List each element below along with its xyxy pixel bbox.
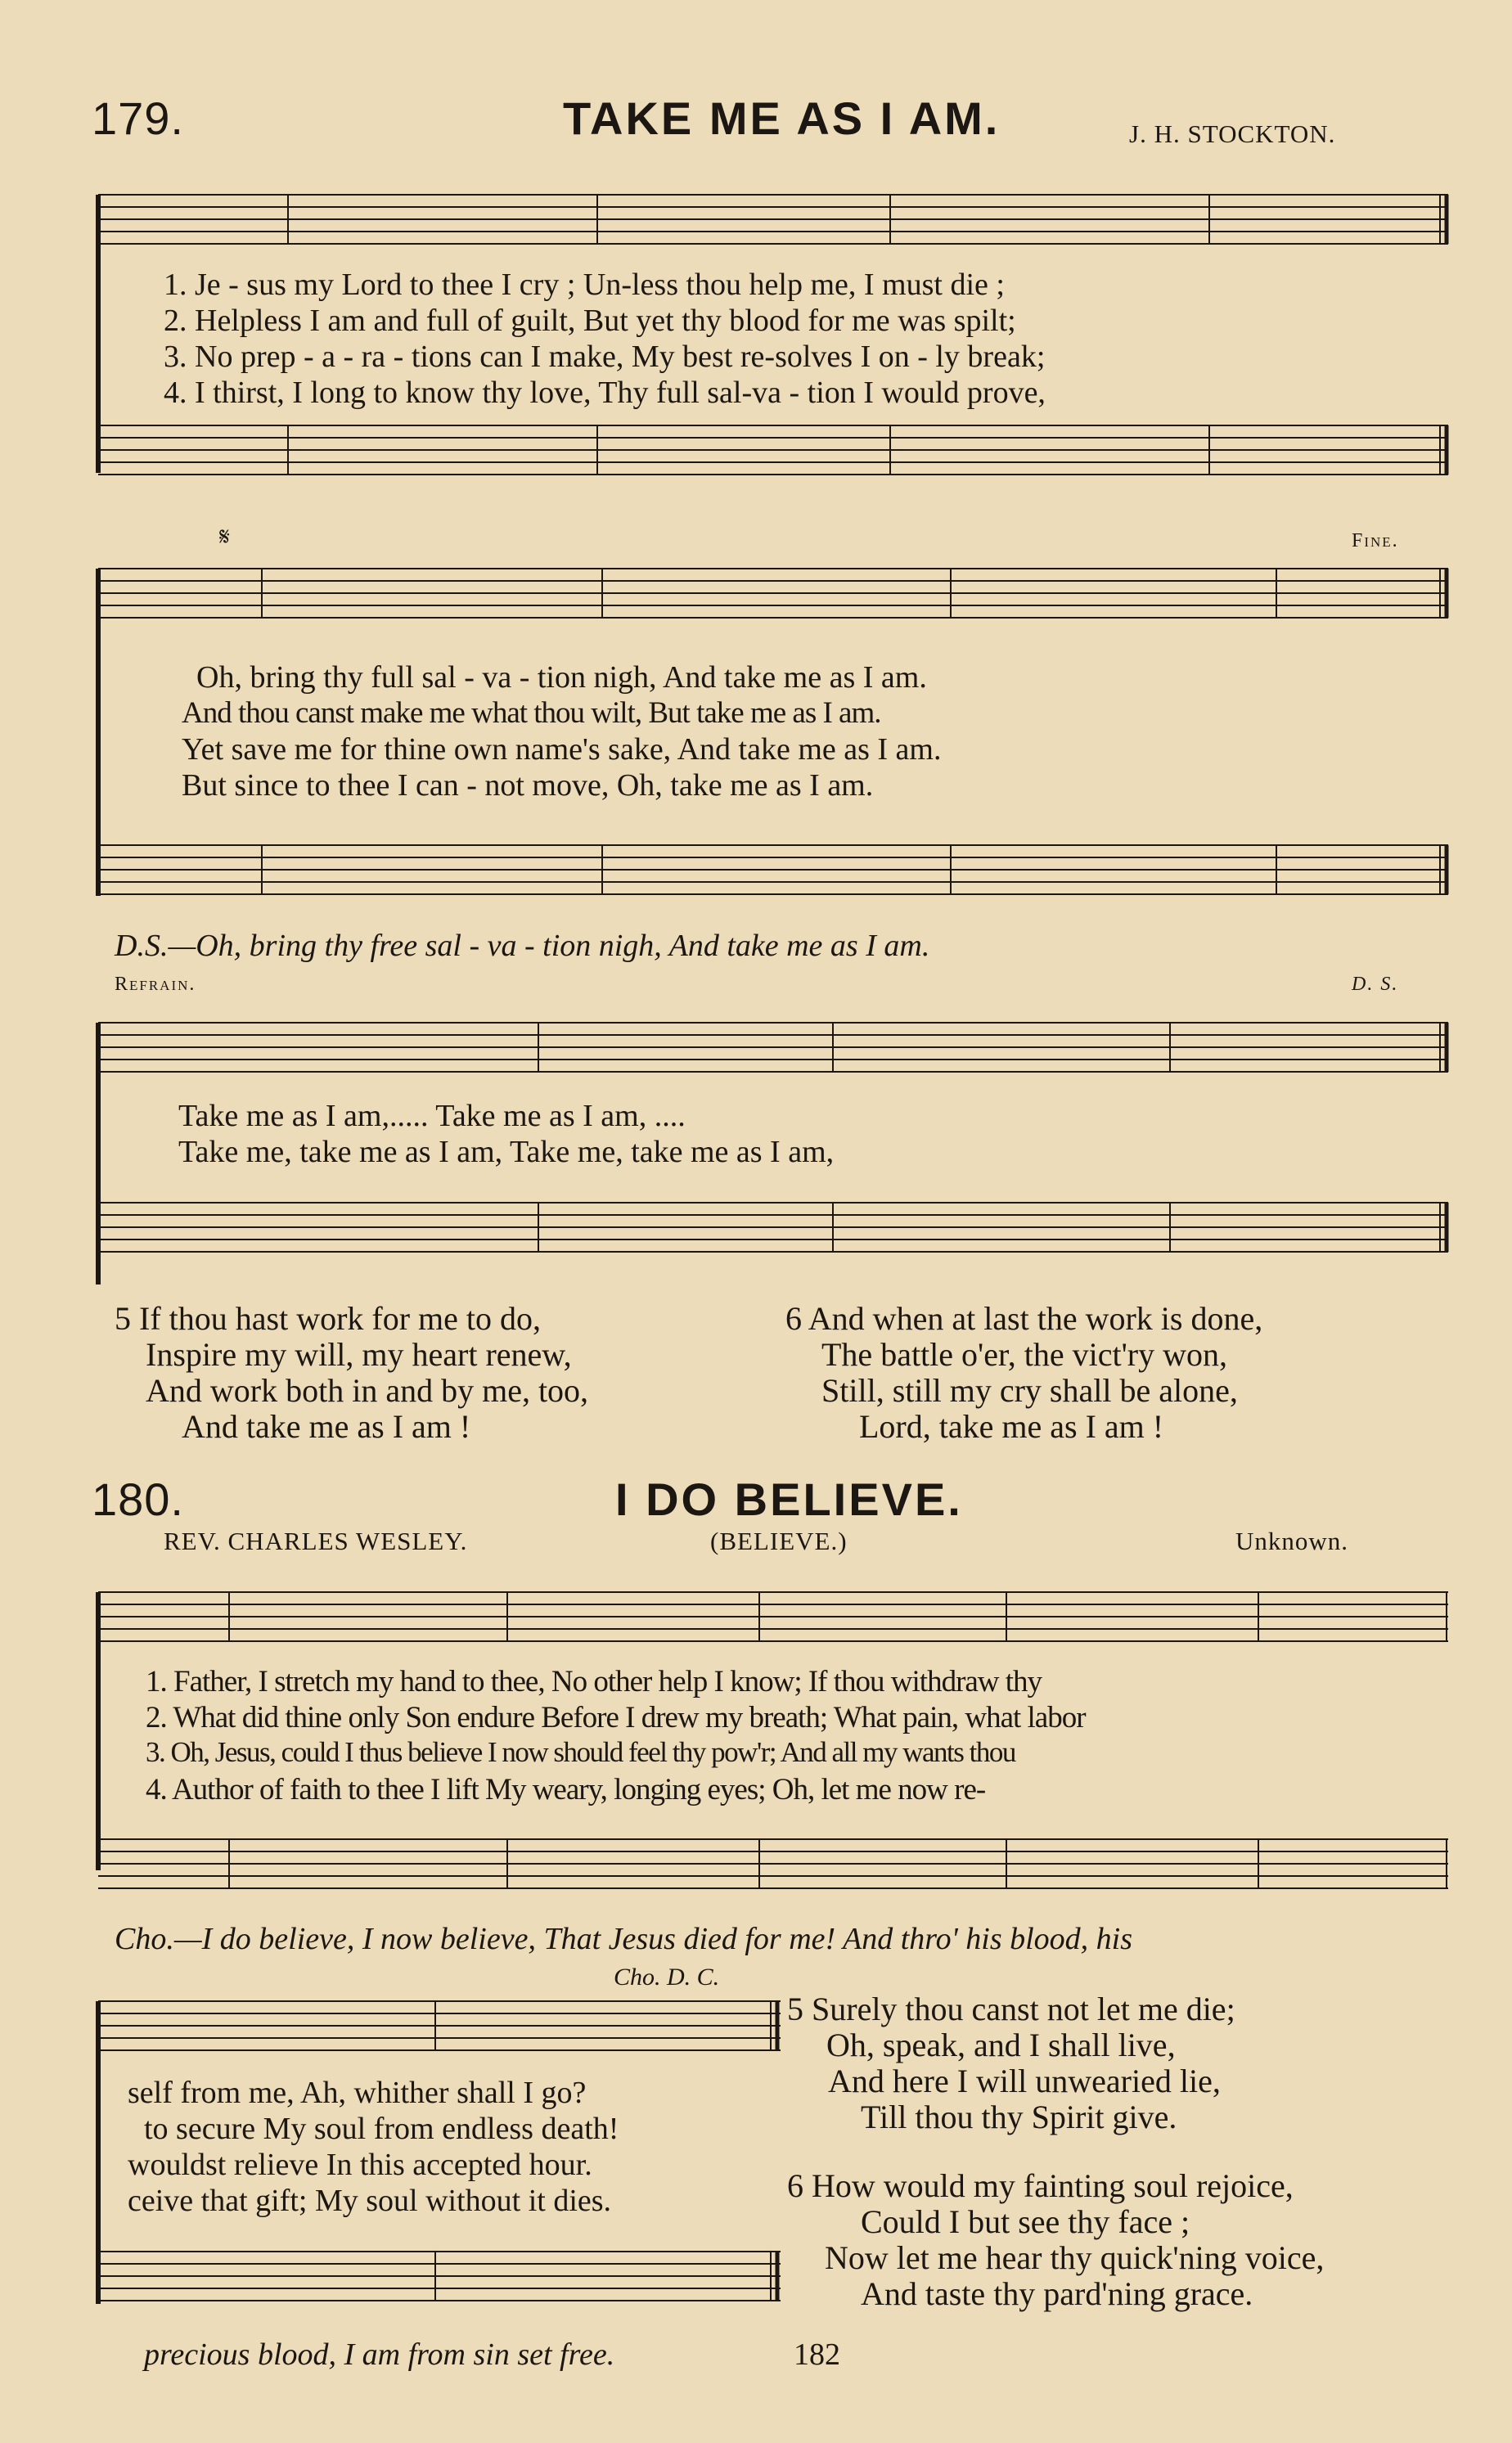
staff-179-1-bass (98, 425, 1448, 483)
stanza-line: And work both in and by me, too, (146, 1372, 589, 1409)
hymn-179-verse-3: 3. No prep - a - ra - tions can I make, My best re-solves I on - ly break; (164, 340, 1046, 374)
segno-sign: 𝄋 (219, 524, 230, 551)
stanza-line: 6 How would my fainting soul rejoice, (787, 2167, 1294, 2204)
stanza-line: Now let me hear thy quick'ning voice, (825, 2239, 1325, 2276)
hymn-180-cont-3: wouldst relieve In this accepted hour. (128, 2148, 592, 2182)
staff-179-refrain-treble (98, 1023, 1448, 1080)
ds-mark: D. S. (1352, 974, 1399, 995)
hymn-180-cont-2: to secure My soul from endless death! (144, 2112, 619, 2146)
hymn-179-number: 179. (92, 92, 184, 144)
stanza-line: Oh, speak, and I shall live, (826, 2027, 1176, 2063)
hymn-180-verse-3: 3. Oh, Jesus, could I thus believe I now should feel thy pow'r; And all my wants thou (146, 1736, 1015, 1768)
staff-180-2-treble (98, 2001, 781, 2058)
hymn-180-composer: Unknown. (1235, 1527, 1349, 1555)
stanza-line: And take me as I am ! (182, 1408, 471, 1445)
hymn-179-verse-1: 1. Je - sus my Lord to thee I cry ; Un-less thou help me, I must die ; (164, 268, 1005, 302)
stanza-line: 5 If thou hast work for me to do, (115, 1300, 542, 1337)
hymn-179-line2-4: But since to thee I can - not move, Oh, take me as I am. (182, 768, 874, 803)
hymn-180-cont-1: self from me, Ah, whither shall I go? (128, 2076, 587, 2110)
staff-180-2-bass (98, 2252, 781, 2309)
staff-179-refrain-bass (98, 1203, 1448, 1260)
cho-dc-mark: Cho. D. C. (614, 1964, 720, 1991)
hymn-180-footer-text: precious blood, I am from sin set free. (144, 2337, 615, 2372)
page-number: 182 (794, 2337, 840, 2372)
stanza-line: And taste thy pard'ning grace. (861, 2275, 1253, 2312)
stanza-line: 6 And when at last the work is done, (785, 1300, 1263, 1337)
hymn-180-verse-4: 4. Author of faith to thee I lift My weary, longing eyes; Oh, let me now re- (146, 1773, 986, 1806)
stanza-line: 5 Surely thou canst not let me die; (787, 1991, 1235, 2027)
hymn-180-cont-4: ceive that gift; My soul without it dies. (128, 2184, 612, 2218)
stanza-line: Could I but see thy face ; (861, 2203, 1190, 2240)
hymn-179-verse-4: 4. I thirst, I long to know thy love, Thy full sal-va - tion I would prove, (164, 376, 1046, 410)
staff-179-2-treble (98, 569, 1448, 626)
hymn-180-verse-2: 2. What did thine only Son endure Before I drew my breath; What pain, what labor (146, 1701, 1086, 1734)
stanza-line: Inspire my will, my heart renew, (146, 1336, 572, 1373)
stanza-line: The battle o'er, the vict'ry won, (821, 1336, 1227, 1373)
staff-180-1-bass (98, 1839, 1448, 1896)
hymn-179-line2-3: Yet save me for thine own name's sake, And take me as I am. (182, 732, 942, 767)
hymn-180-verse-1: 1. Father, I stretch my hand to thee, No other help I know; If thou withdraw thy (146, 1665, 1042, 1698)
hymn-179-verse-2: 2. Helpless I am and full of guilt, But yet thy blood for me was spilt; (164, 304, 1016, 338)
hymn-179-composer: J. H. STOCKTON. (1129, 119, 1336, 148)
stanza-line: And here I will unwearied lie, (828, 2063, 1221, 2099)
refrain-label: Refrain. (115, 974, 196, 995)
hymn-179-line2-2: And thou canst make me what thou wilt, But take me as I am. (182, 696, 881, 730)
fine-mark: Fine. (1352, 530, 1399, 551)
stanza-line: Lord, take me as I am ! (859, 1408, 1164, 1445)
staff-179-2-bass (98, 845, 1448, 902)
stanza-line: Till thou thy Spirit give. (861, 2099, 1177, 2135)
refrain-line-1: Take me as I am,..... Take me as I am, .... (178, 1099, 686, 1133)
stanza-line: Still, still my cry shall be alone, (821, 1372, 1238, 1409)
staff-180-1-treble (98, 1592, 1448, 1649)
refrain-line-2: Take me, take me as I am, Take me, take me as I am, (178, 1135, 835, 1169)
hymn-179-title: TAKE ME AS I AM. (563, 92, 1001, 144)
hymn-180-author: REV. CHARLES WESLEY. (164, 1527, 468, 1555)
hymn-180-chorus: Cho.—I do believe, I now believe, That Jesus died for me! And thro' his blood, his (115, 1922, 1133, 1956)
hymn-180-number: 180. (92, 1473, 184, 1525)
hymn-180-tune: (BELIEVE.) (710, 1527, 848, 1555)
hymn-180-title: I DO BELIEVE. (615, 1473, 963, 1525)
staff-179-1-treble (98, 195, 1448, 252)
hymn-179-line2-1: Oh, bring thy full sal - va - tion nigh, And take me as I am. (196, 660, 927, 695)
ds-line: D.S.—Oh, bring thy free sal - va - tion nigh, And take me as I am. (115, 929, 930, 963)
